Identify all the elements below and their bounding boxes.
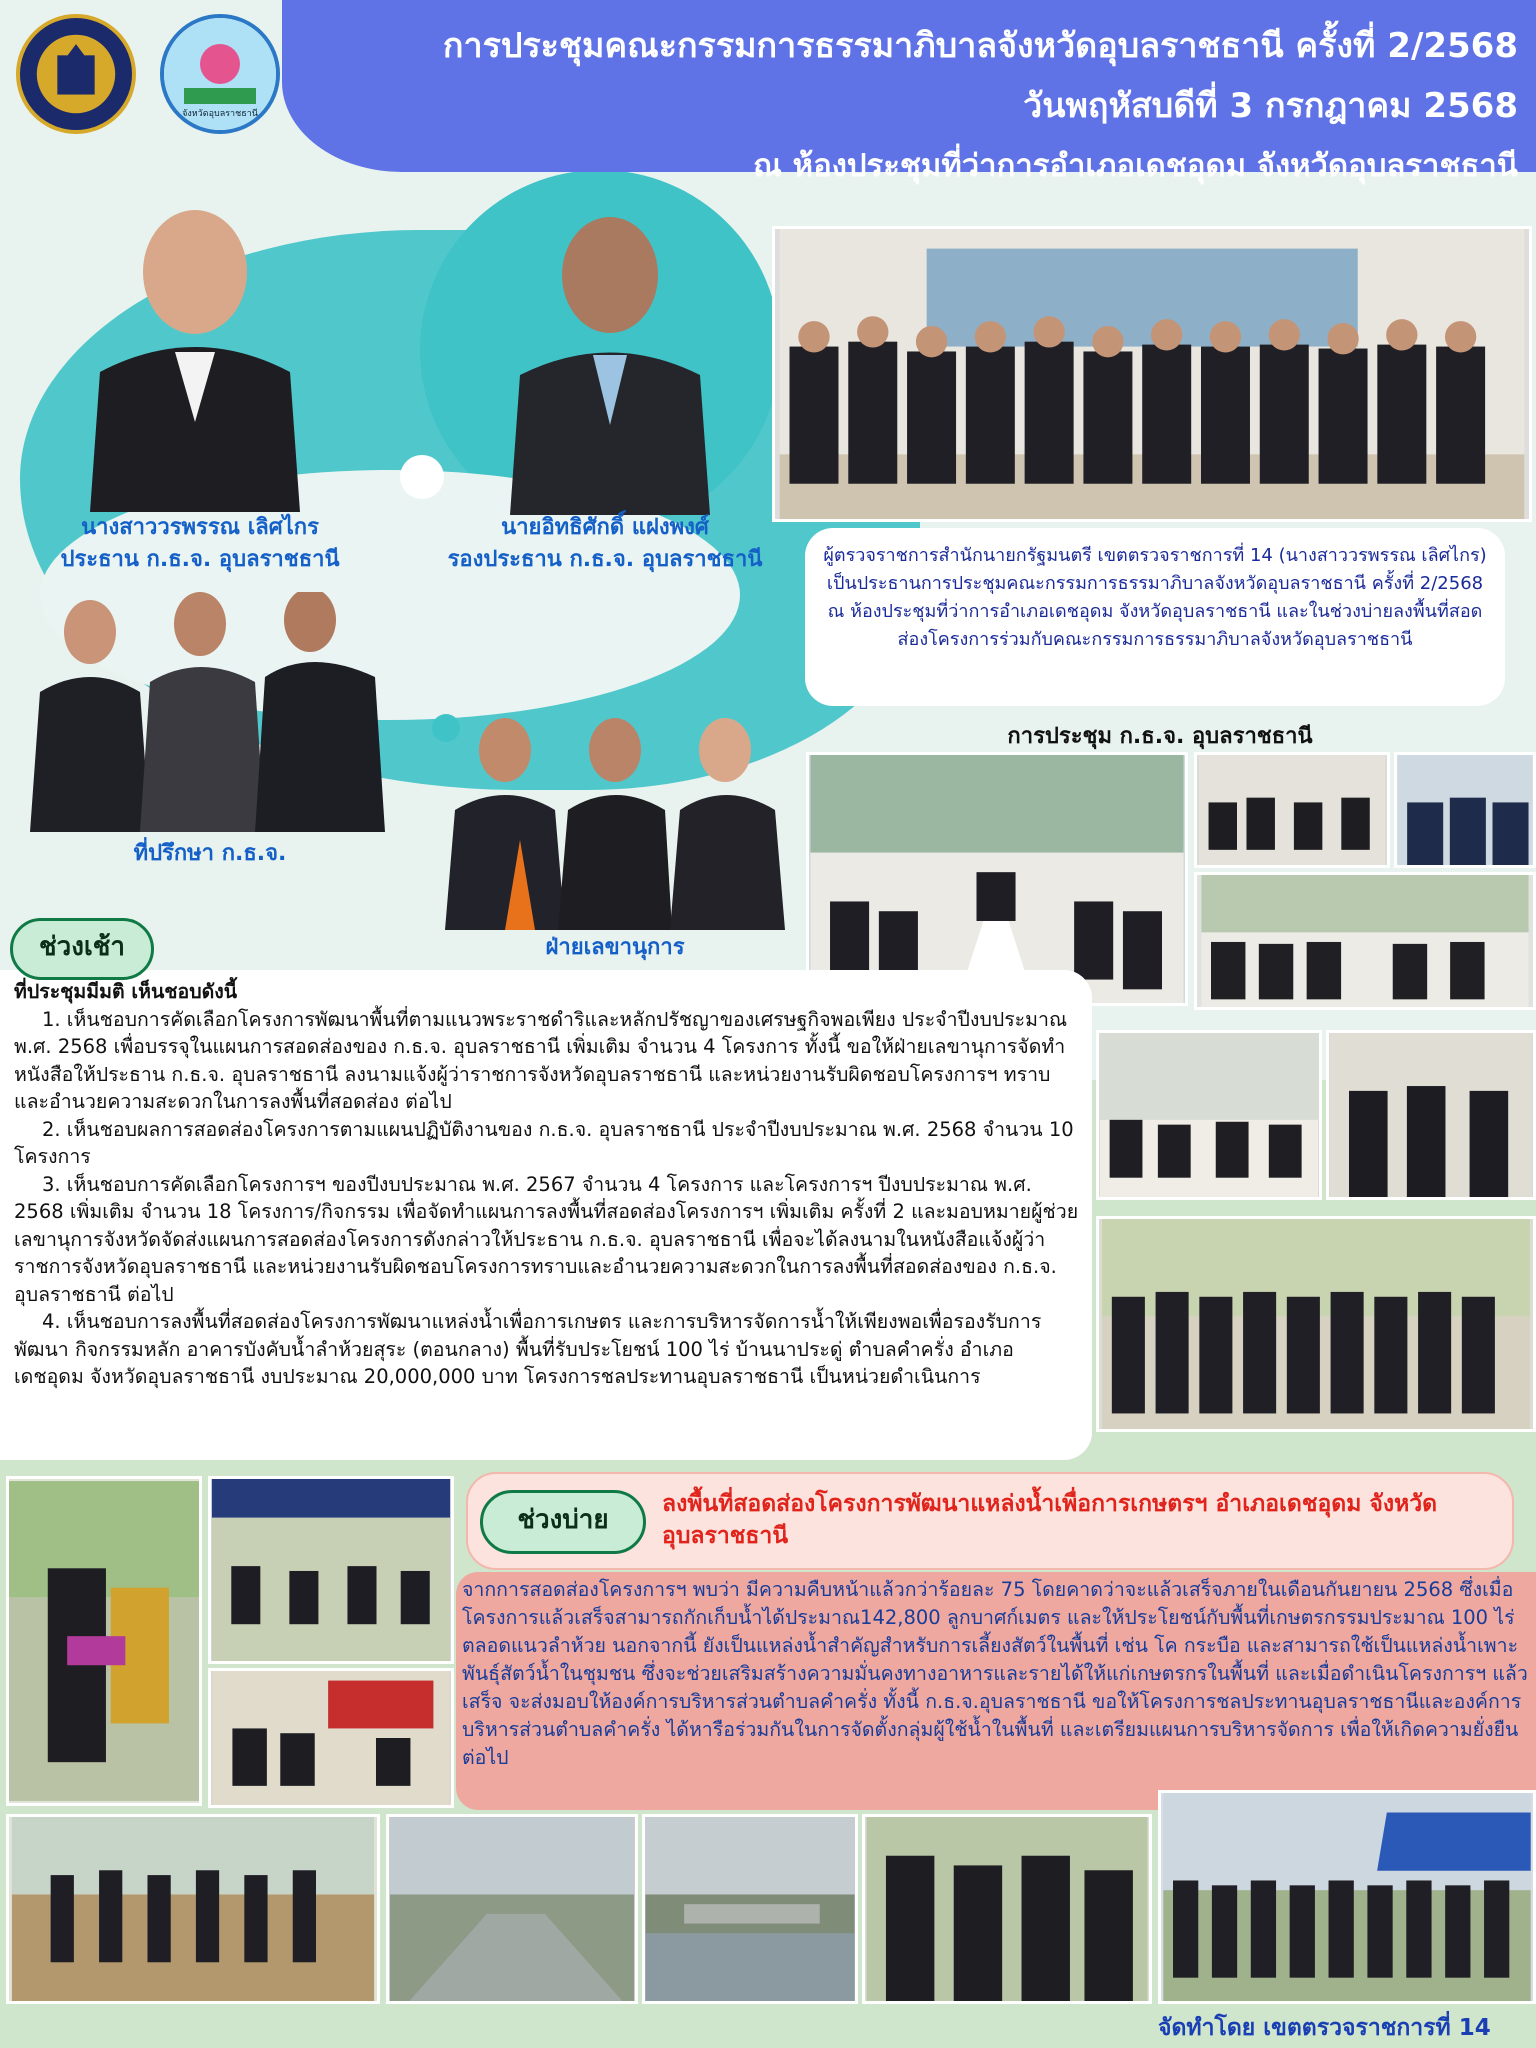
site-group-photo: [1096, 1216, 1536, 1432]
site-photo-canal: [386, 1814, 638, 2004]
footer-credit: จัดทำโดย เขตตรวจราชการที่ 14: [1158, 2015, 1491, 2041]
site-photo-seated: [208, 1668, 454, 1808]
site-photo-walk: [6, 1814, 380, 2004]
afternoon-findings: จากการสอดส่องโครงการฯ พบว่า มีความคืบหน้าแล้วกว่าร้อยละ 75 โดยคาดว่าจะแล้วเสร็จภายในเดือนกันยายน 2568 ซึ่งเมื่อโครงการแล้วเสร็จสามารถกักเก็บน้ำได้ประมาณ142,800 ลูกบาศก์เมตร และให้ประโยชน์กับพื้นที่เกษตรกรรมประมาณ 100 ไร่ ตลอดแนวลำห้วย นอกจากนี้ ยังเป็นแหล่งน้ำสำคัญสำหรับการเลี้ยงสัตว์ในพื้นที่ เช่น โค กระบือ และสามารถใช้เป็นแหล่งน้ำเพาะพันธุ์สัตว์น้ำในชุมชน ซึ่งจะช่วยเสริมสร้างความมั่นคงทางอาหารและรายได้ให้แก่เกษตรกรในพื้นที่ และเมื่อดำเนินโครงการฯ แล้วเสร็จ จะส่งมอบให้องค์การบริหารส่วนตำบลคำครั่ง ทั้งนี้ ก.ธ.จ.อุบลราชธานี ขอให้โครงการชลประทานอุบลราชธานีและองค์การบริหารส่วนตำบลคำครั่ง ได้หารือร่วมกันในการจัดตั้งกลุ่มผู้ใช้น้ำในพื้นที่ และเตรียมแผนการบริหารจัดการ เพื่อให้เกิดความยั่งยืนต่อไป: [462, 1578, 1528, 1769]
white-dot: [400, 455, 444, 499]
government-emblem: [16, 14, 136, 134]
morning-label: ช่วงเช้า: [10, 918, 154, 980]
meeting-title: การประชุมคณะกรรมการธรรมาภิบาลจังหวัดอุบลราชธานี ครั้งที่ 2/2568: [442, 26, 1518, 66]
meeting-photos-caption: การประชุม ก.ธ.จ. อุบลราชธานี: [1007, 724, 1313, 749]
header-banner: [282, 0, 1536, 184]
resolution-item: 3. เห็นชอบการคัดเลือกโครงการฯ ของปีงบประมาณ พ.ศ. 2567 จำนวน 4 โครงการ และโครงการฯ ปีงบประมาณ พ.ศ. 2568 เพิ่มเติม จำนวน 18 โครงการ/กิจกรรม เพื่อจัดทำแผนการลงพื้นที่สอดส่องโครงการฯ เพิ่มเติม ครั้งที่ 2 และมอบหมายผู้ช่วยเลขานุการจังหวัดจัดส่งแผนการสอดส่องโครงการดังกล่าวให้ประธาน ก.ธ.จ. อุบลราชธานี เพื่อจะได้ลงนามในหนังสือแจ้งผู้ว่าราชการจังหวัดอุบลราชธานี และหน่วยงานรับผิดชอบโครงการทราบและอำนวยความสะดวกในการลงพื้นที่สอดส่องของ ก.ธ.จ. อุบลราชธานี ต่อไป: [14, 1172, 1079, 1306]
province-seal: จังหวัดอุบลราชธานี: [160, 14, 280, 134]
resolution-item: 1. เห็นชอบการคัดเลือกโครงการพัฒนาพื้นที่ตามแนวพระราชดำริและหลักปรัชญาของเศรษฐกิจพอเพียง ประจำปีงบประมาณ พ.ศ. 2568 เพื่อบรรจุในแผนการสอดส่องของ ก.ธ.จ. อุบลราชธานี เพิ่มเติม จำนวน 4 โครงการ ทั้งนี้ ขอให้ฝ่ายเลขานุการจัดทำหนังสือให้ประธาน ก.ธ.จ. อุบลราชธานี ลงนามแจ้งผู้ว่าราชการจังหวัดอุบลราชธานี และหน่วยงานรับผิดชอบโครงการฯ ทราบและอำนวยความสะดวกในการลงพื้นที่สอดส่อง ต่อไป: [14, 1007, 1068, 1113]
site-photo-weir: [642, 1814, 858, 2004]
meeting-photo-5: [1096, 1030, 1322, 1200]
site-photo-inspection: [862, 1814, 1152, 2004]
meeting-photo-3: [1394, 752, 1536, 868]
meeting-date: วันพฤหัสบดีที่ 3 กรกฎาคม 2568: [1023, 86, 1518, 126]
chair-caption: นางสาววรพรรณ เลิศไกร ประธาน ก.ธ.จ. อุบลราชธานี: [60, 515, 340, 572]
resolution-item: 2. เห็นชอบผลการสอดส่องโครงการตามแผนปฏิบัติงานของ ก.ธ.จ. อุบลราชธานี ประจำปีงบประมาณ พ.ศ. 2568 จำนวน 10 โครงการ: [14, 1117, 1074, 1168]
secretariat-photo: [440, 710, 790, 930]
chair-portrait: [80, 182, 310, 512]
site-photo-group-tent: [1158, 1790, 1536, 2004]
advisors-caption: ที่ปรึกษา ก.ธ.จ.: [133, 841, 287, 866]
meeting-venue: ณ ห้องประชุมที่ว่าการอำเภอเดชอุดม จังหวัดอุบลราชธานี: [753, 148, 1518, 184]
resolution-item: 4. เห็นชอบการลงพื้นที่สอดส่องโครงการพัฒนาแหล่งน้ำเพื่อการเกษตร และการบริหารจัดการน้ำให้เพียงพอเพื่อรองรับการพัฒนา กิจกรรมหลัก อาคารบังคับน้ำลำห้วยสุระ (ตอนกลาง) พื้นที่รับประโยชน์ 100 ไร่ บ้านนาประดู่ ตำบลคำครั่ง อำเภอเดชอุดม จังหวัดอุบลราชธานี งบประมาณ 20,000,000 บาท โครงการชลประทานอุบลราชธานี เป็นหน่วยดำเนินการ: [14, 1310, 1042, 1388]
vice-chair-portrait: [505, 195, 715, 515]
vice-chair-caption: นายอิทธิศักดิ์ แฝงพงศ์ รองประธาน ก.ธ.จ. อุบลราชธานี: [447, 515, 763, 572]
resolution-intro: ที่ประชุมมีมติ เห็นชอบดังนี้: [14, 980, 238, 1003]
morning-resolutions: [14, 978, 1082, 1391]
afternoon-label: ช่วงบ่าย: [480, 1490, 646, 1554]
secretariat-caption: ฝ่ายเลขานุการ: [545, 935, 685, 960]
site-photo-scarf: [6, 1476, 202, 1806]
group-photo: [772, 226, 1532, 522]
afternoon-title: ลงพื้นที่สอดส่องโครงการพัฒนาแหล่งน้ำเพื่อการเกษตรฯ อำเภอเดชอุดม จังหวัดอุบลราชธานี: [662, 1491, 1438, 1549]
meeting-photo-6: [1326, 1030, 1536, 1200]
meeting-photo-2: [1194, 752, 1390, 868]
site-photo-tent: [208, 1476, 454, 1664]
advisors-photo: [30, 592, 390, 832]
meeting-photo-4: [1194, 872, 1536, 1010]
summary-box: ผู้ตรวจราชการสำนักนายกรัฐมนตรี เขตตรวจราชการที่ 14 (นางสาววรพรรณ เลิศไกร) เป็นประธานการประชุมคณะกรรมการธรรมาภิบาลจังหวัดอุบลราชธานี ครั้งที่ 2/2568 ณ ห้องประชุมที่ว่าการอำเภอเดชอุดม จังหวัดอุบลราชธานี และในช่วงบ่ายลงพื้นที่สอดส่องโครงการร่วมกับคณะกรรมการธรรมาภิบาลจังหวัดอุบลราชธานี: [805, 528, 1505, 706]
meeting-photo-1: [806, 752, 1188, 1006]
